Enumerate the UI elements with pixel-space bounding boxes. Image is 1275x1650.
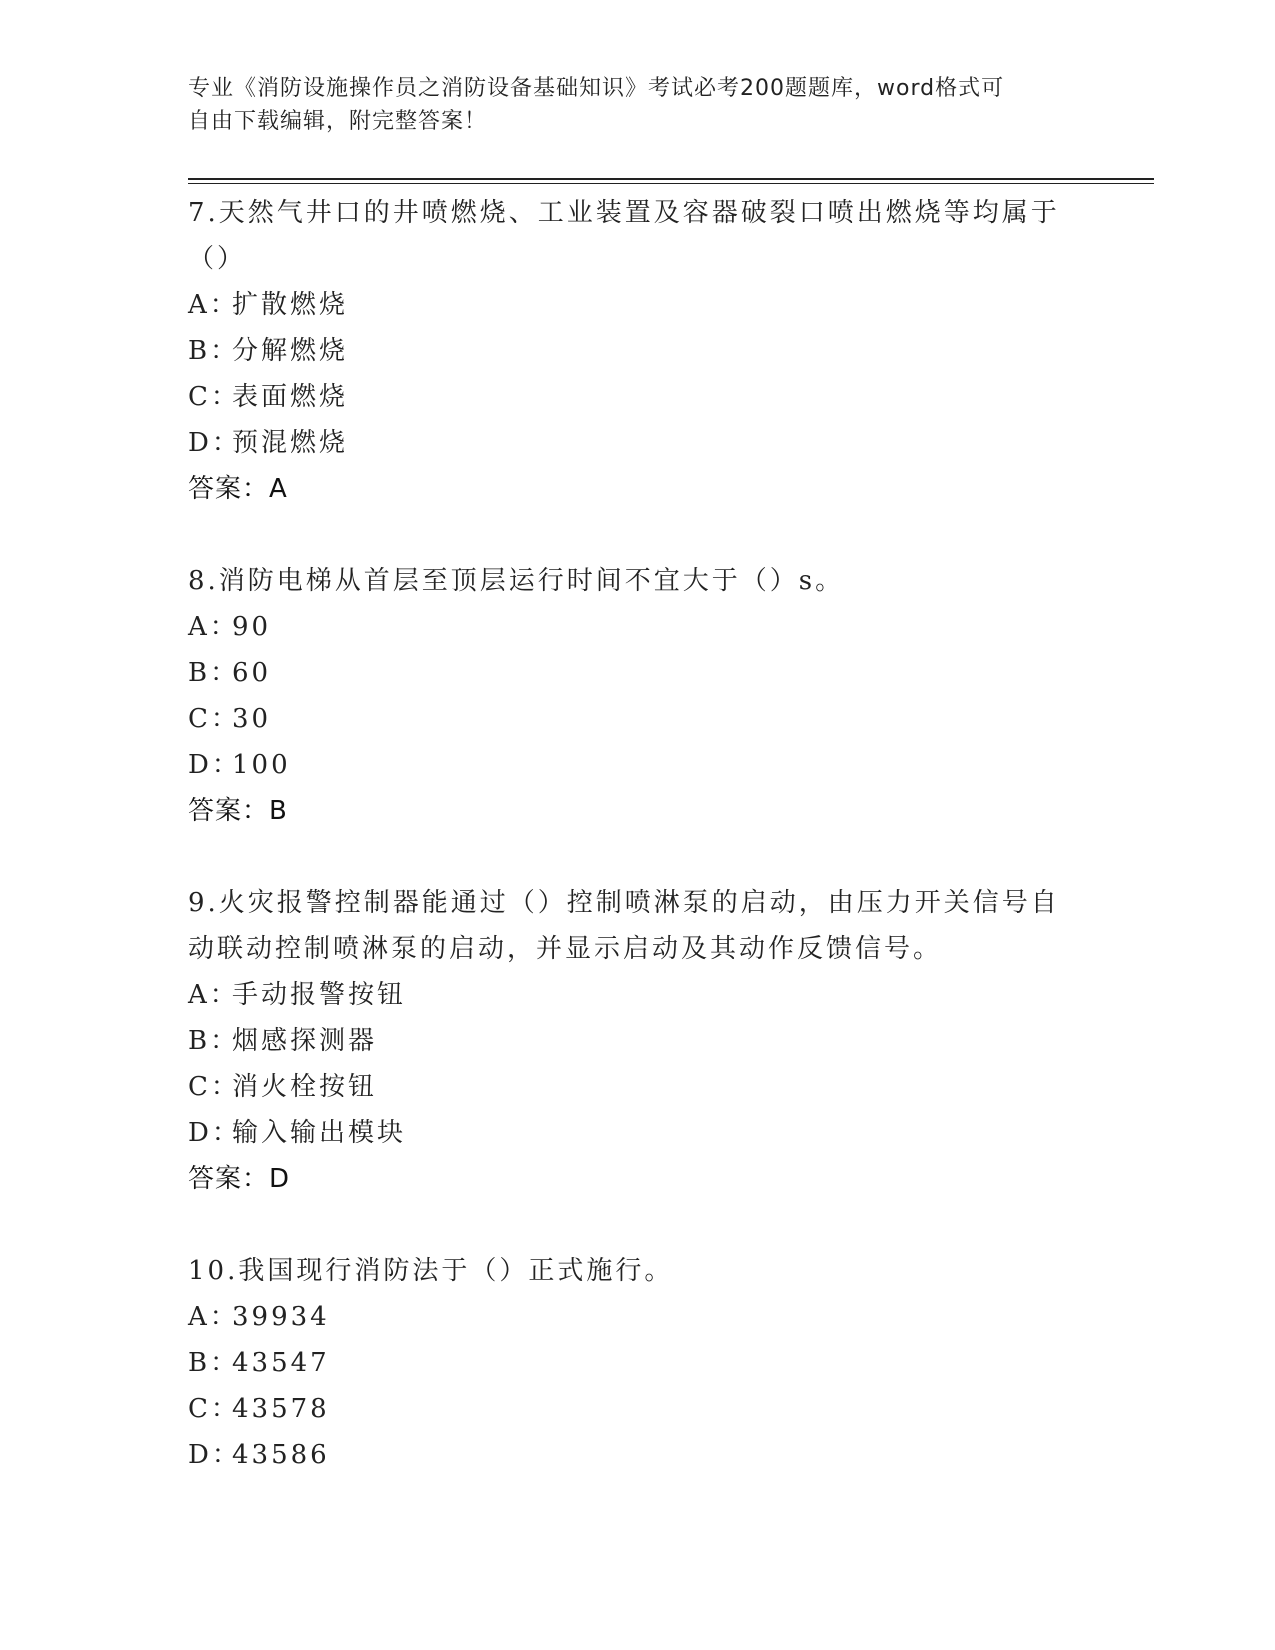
option-text: 表面燃烧 [232,382,349,412]
question-stem-line-2: （） [188,244,247,274]
option-text: 30 [232,704,272,734]
option-text: 100 [232,750,291,780]
option-c [188,1064,1088,1110]
question-7 [188,190,1088,512]
option-letter: B： [188,336,240,366]
document-header [188,72,1088,138]
option-c [188,696,1088,742]
option-letter: C： [188,1072,240,1102]
option-a [188,972,1088,1018]
question-9 [188,880,1088,1202]
option-b [188,1018,1088,1064]
header-line-1: 专业《消防设施操作员之消防设备基础知识》考试必考200题题库，word格式可 [188,76,1005,101]
question-stem [188,880,1088,972]
option-d [188,742,1088,788]
option-a [188,282,1088,328]
option-letter: A： [188,980,239,1010]
option-letter: D： [188,750,241,780]
option-letter: D： [188,428,241,458]
option-text: 43578 [232,1394,330,1424]
option-text: 烟感探测器 [232,1026,378,1056]
option-b [188,650,1088,696]
option-b [188,1340,1088,1386]
option-a [188,604,1088,650]
option-letter: C： [188,382,240,412]
option-text: 输入输出模块 [232,1118,407,1148]
option-text: 43586 [232,1440,330,1470]
option-d [188,1432,1088,1478]
option-letter: D： [188,1440,241,1470]
option-letter: B： [188,1348,240,1378]
question-stem [188,1248,1088,1294]
option-c [188,374,1088,420]
option-letter: B： [188,658,240,688]
header-divider-thick [188,178,1154,180]
question-list [188,188,1088,1524]
answer-label: 答案：A [188,474,288,504]
answer-label: 答案：D [188,1164,291,1194]
header-line-2: 自由下载编辑，附完整答案！ [188,109,488,134]
option-letter: A： [188,290,239,320]
question-stem-line-1: 7.天然气井口的井喷燃烧、工业装置及容器破裂口喷出燃烧等均属于 [188,198,1060,228]
option-a [188,1294,1088,1340]
question-stem-line-1: 10.我国现行消防法于（）正式施行。 [188,1256,674,1286]
option-text: 43547 [232,1348,330,1378]
header-divider-thin [188,183,1154,184]
option-text: 消火栓按钮 [232,1072,378,1102]
option-d [188,1110,1088,1156]
option-d [188,420,1088,466]
answer-label: 答案：B [188,796,288,826]
option-letter: B： [188,1026,240,1056]
question-stem-line-1: 8.消防电梯从首层至顶层运行时间不宜大于（）s。 [188,566,845,596]
option-text: 手动报警按钮 [232,980,407,1010]
question-stem [188,190,1088,282]
question-stem-line-1: 9.火灾报警控制器能通过（）控制喷淋泵的启动，由压力开关信号自 [188,888,1060,918]
question-8 [188,558,1088,834]
option-text: 60 [232,658,272,688]
option-c [188,1386,1088,1432]
option-text: 39934 [232,1302,330,1332]
question-stem-line-2: 动联动控制喷淋泵的启动，并显示启动及其动作反馈信号。 [188,934,943,964]
option-letter: C： [188,704,240,734]
option-b [188,328,1088,374]
option-letter: A： [188,1302,239,1332]
question-10 [188,1248,1088,1478]
option-letter: A： [188,612,239,642]
option-text: 90 [232,612,272,642]
option-text: 分解燃烧 [232,336,349,366]
option-letter: C： [188,1394,240,1424]
question-stem [188,558,1088,604]
option-text: 预混燃烧 [232,428,349,458]
option-text: 扩散燃烧 [232,290,349,320]
option-letter: D： [188,1118,241,1148]
